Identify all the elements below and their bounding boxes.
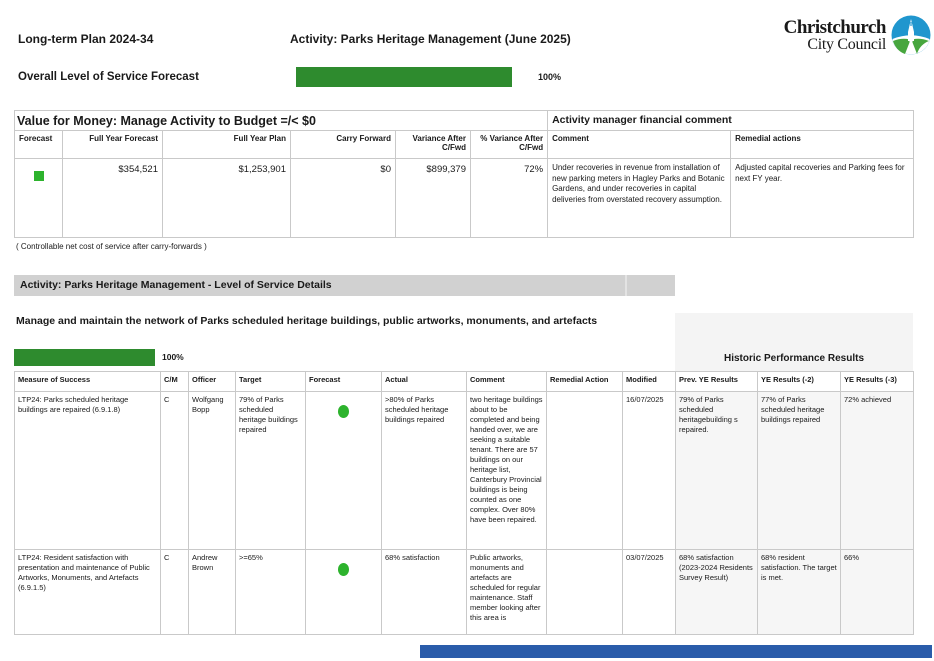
vfm-col-remedial: Remedial actions bbox=[731, 131, 914, 159]
logo-line2: City Council bbox=[807, 35, 886, 53]
vfm-full-year-forecast-value: $354,521 bbox=[63, 159, 163, 238]
col-actual: Actual bbox=[382, 372, 467, 392]
value-for-money-table bbox=[14, 110, 914, 238]
col-remedial: Remedial Action bbox=[547, 372, 623, 392]
col-modified: Modified bbox=[623, 372, 676, 392]
vfm-col-full-year-forecast: Full Year Forecast bbox=[63, 131, 163, 159]
los-progress-bar bbox=[14, 349, 155, 366]
col-prev-ye: Prev. YE Results bbox=[676, 372, 758, 392]
vfm-footnote: ( Controllable net cost of service after carry-forwards ) bbox=[16, 242, 207, 251]
level-of-service-table bbox=[14, 371, 914, 635]
vfm-remedial-text: Adjusted capital recoveries and Parking fees for next FY year. bbox=[731, 159, 914, 238]
los-section-header bbox=[14, 275, 675, 296]
col-ye-minus3: YE Results (-3) bbox=[841, 372, 914, 392]
los-progress-percent: 100% bbox=[162, 352, 184, 362]
forecast-cell bbox=[306, 392, 382, 550]
measure-cell: LTP24: Resident satisfaction with presentation and maintenance of Public Artworks, Monuments, and Artefacts (6.9.1.5) bbox=[15, 550, 161, 635]
comment-cell: two heritage buildings about to be completed and being handed over, we are seeking a suitable tenant. There are 57 buildings on our heritage list, Canterbury Provincial buildings is being counted as one complex. Over 80% have been repaired. bbox=[467, 392, 547, 550]
table-row bbox=[15, 392, 914, 550]
ye-minus3-cell: 66% bbox=[841, 550, 914, 635]
measure-cell: LTP24: Parks scheduled heritage buildings are repaired (6.9.1.8) bbox=[15, 392, 161, 550]
vfm-title: Value for Money: Manage Activity to Budget =/< $0 bbox=[15, 111, 548, 131]
los-section-title: Activity: Parks Heritage Management - Level of Service Details bbox=[20, 279, 332, 291]
los-header-row bbox=[15, 372, 914, 392]
col-officer: Officer bbox=[189, 372, 236, 392]
vfm-pct-variance-value: 72% bbox=[471, 159, 548, 238]
logo-line1: Christchurch bbox=[783, 16, 886, 38]
col-comment: Comment bbox=[467, 372, 547, 392]
officer-cell: Andrew Brown bbox=[189, 550, 236, 635]
forecast-cell bbox=[306, 550, 382, 635]
col-measure: Measure of Success bbox=[15, 372, 161, 392]
vfm-variance-value: $899,379 bbox=[396, 159, 471, 238]
vfm-comment-text: Under recoveries in revenue from installation of new parking meters in Hagley Parks and Botanic Gardens, and under recoveries in capital deliveries from overstated recovery assumption. bbox=[548, 159, 731, 238]
target-cell: >=65% bbox=[236, 550, 306, 635]
horizontal-scrollbar-thumb[interactable] bbox=[420, 645, 932, 658]
ye-minus2-cell: 68% resident satisfaction. The target is met. bbox=[758, 550, 841, 635]
cathedral-emblem-icon bbox=[891, 15, 931, 55]
vfm-col-pct-variance: % Variance After C/Fwd bbox=[471, 131, 548, 159]
modified-cell: 16/07/2025 bbox=[623, 392, 676, 550]
target-cell: 79% of Parks scheduled heritage buildings repaired bbox=[236, 392, 306, 550]
vfm-col-comment: Comment bbox=[548, 131, 731, 159]
overall-forecast-bar bbox=[296, 67, 512, 87]
officer-cell: Wolfgang Bopp bbox=[189, 392, 236, 550]
vfm-col-variance: Variance After C/Fwd bbox=[396, 131, 471, 159]
vfm-forecast-status-cell bbox=[15, 159, 63, 238]
prev-ye-cell: 68% satisfaction (2023-2024 Residents Survey Result) bbox=[676, 550, 758, 635]
historic-performance-header bbox=[675, 313, 913, 371]
plan-title: Long-term Plan 2024-34 bbox=[18, 32, 154, 46]
vfm-carry-forward-value: $0 bbox=[291, 159, 396, 238]
remedial-cell bbox=[547, 392, 623, 550]
ye-minus2-cell: 77% of Parks scheduled heritage buildings repaired bbox=[758, 392, 841, 550]
vfm-col-forecast: Forecast bbox=[15, 131, 63, 159]
council-logo-text bbox=[784, 18, 886, 53]
remedial-cell bbox=[547, 550, 623, 635]
cm-cell: C bbox=[161, 392, 189, 550]
green-status-circle-icon bbox=[338, 405, 349, 418]
ye-minus3-cell: 72% achieved bbox=[841, 392, 914, 550]
actual-cell: 68% satisfaction bbox=[382, 550, 467, 635]
vfm-full-year-plan-value: $1,253,901 bbox=[163, 159, 291, 238]
actual-cell: >80% of Parks scheduled heritage buildings repaired bbox=[382, 392, 467, 550]
cm-cell: C bbox=[161, 550, 189, 635]
col-target: Target bbox=[236, 372, 306, 392]
col-cm: C/M bbox=[161, 372, 189, 392]
green-status-square-icon bbox=[34, 171, 44, 181]
modified-cell: 03/07/2025 bbox=[623, 550, 676, 635]
vfm-col-carry-forward: Carry Forward bbox=[291, 131, 396, 159]
section-bar-divider bbox=[625, 275, 627, 296]
overall-forecast-percent: 100% bbox=[538, 72, 562, 82]
page-title: Activity: Parks Heritage Management (June 2025) bbox=[290, 32, 571, 46]
council-logo bbox=[745, 15, 931, 55]
vfm-col-full-year-plan: Full Year Plan bbox=[163, 131, 291, 159]
comment-cell: Public artworks, monuments and artefacts are scheduled for regular maintenance. Staff member looking after this area is bbox=[467, 550, 547, 635]
prev-ye-cell: 79% of Parks scheduled heritagebuilding s repaired. bbox=[676, 392, 758, 550]
los-description: Manage and maintain the network of Parks scheduled heritage buildings, public artworks, monuments, and artefacts bbox=[16, 315, 598, 327]
green-status-circle-icon bbox=[338, 563, 349, 576]
col-ye-minus2: YE Results (-2) bbox=[758, 372, 841, 392]
financial-comment-title: Activity manager financial comment bbox=[548, 111, 914, 131]
table-row bbox=[15, 550, 914, 635]
historic-performance-label: Historic Performance Results bbox=[723, 353, 865, 364]
col-forecast: Forecast bbox=[306, 372, 382, 392]
overall-forecast-label: Overall Level of Service Forecast bbox=[18, 71, 199, 83]
